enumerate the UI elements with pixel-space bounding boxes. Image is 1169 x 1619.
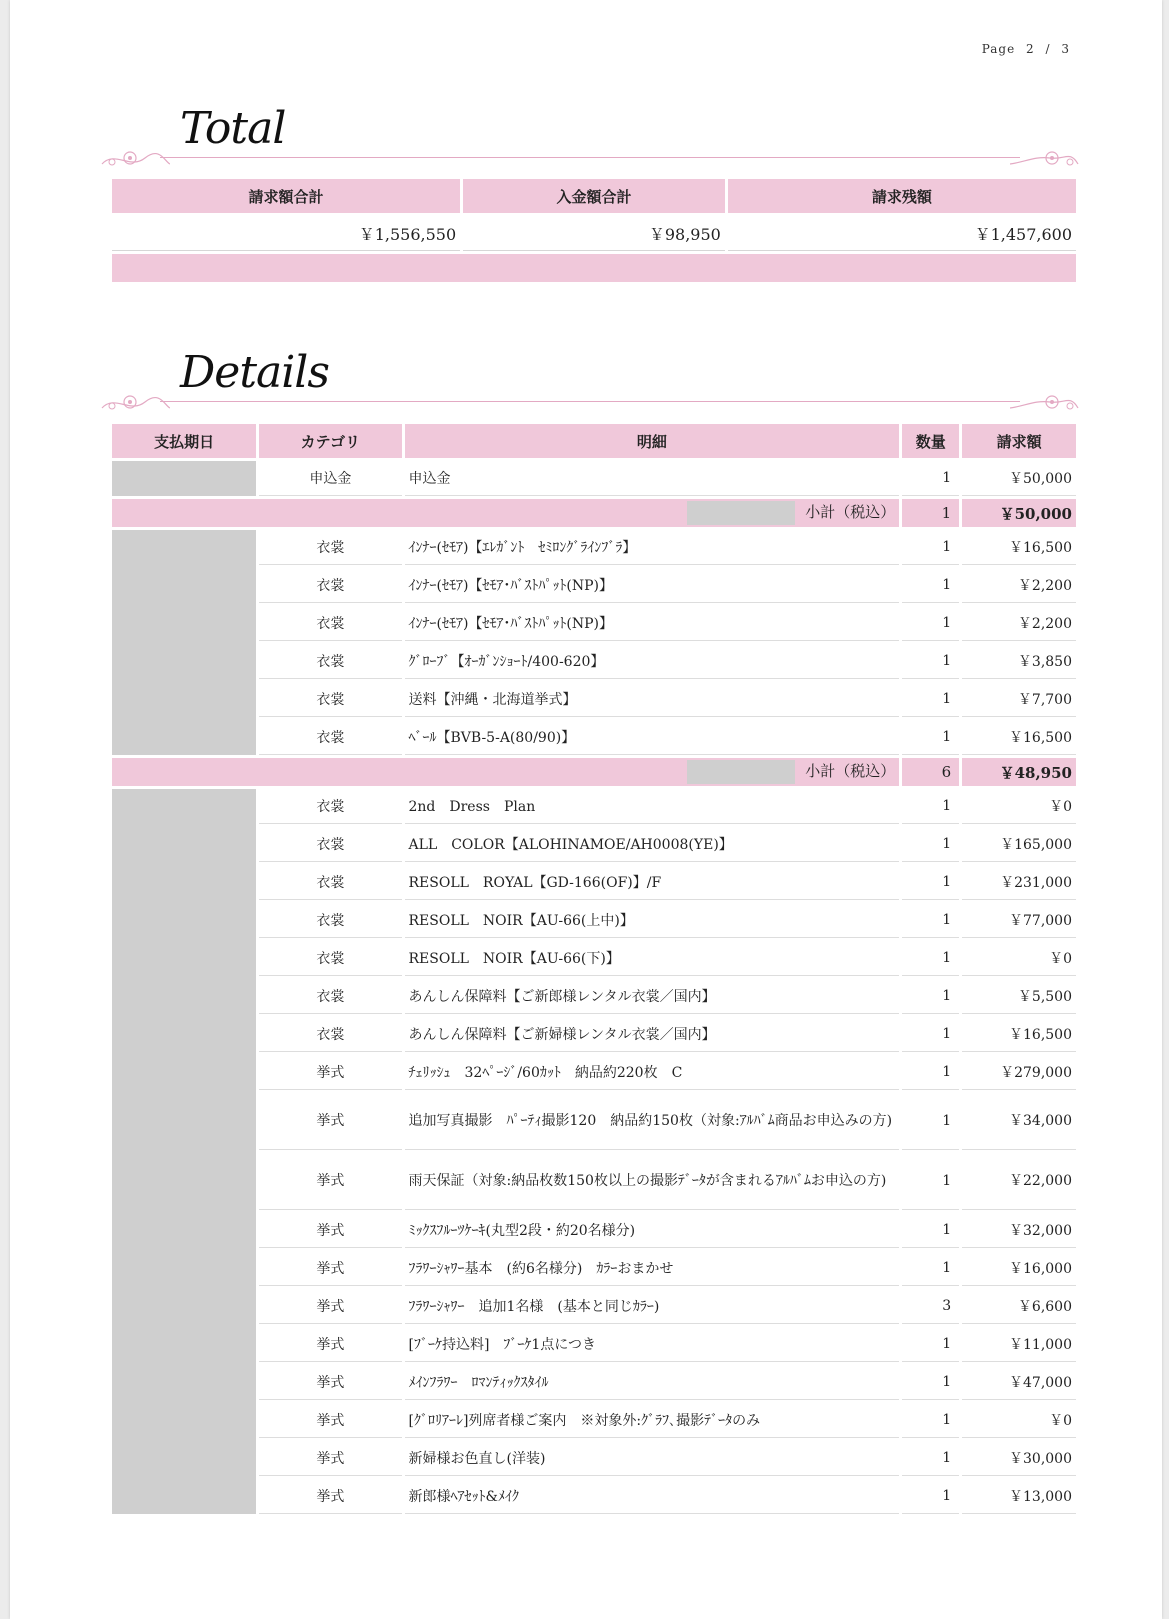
- table-row: [112, 827, 1076, 862]
- qty-cell: 1: [902, 979, 959, 1014]
- item-cell: RESOLL NOIR【AU-66(上中)】: [405, 903, 900, 938]
- total-title-rule: [160, 157, 1020, 158]
- total-header-billed: 請求額合計: [112, 179, 460, 213]
- details-body: [112, 461, 1076, 1514]
- item-cell: 雨天保証（対象:納品枚数150枚以上の撮影ﾃﾞｰﾀが含まれるｱﾙﾊﾞﾑお申込の方): [405, 1153, 900, 1210]
- total-footer-bar: [112, 254, 1076, 282]
- amount-cell: ￥2,200: [962, 606, 1076, 641]
- details-title-rule: [160, 401, 1020, 402]
- qty-cell: 1: [902, 827, 959, 862]
- item-cell: あんしん保障料【ご新婦様レンタル衣裳／国内】: [405, 1017, 900, 1052]
- page-current: 2: [1026, 42, 1035, 56]
- table-row: [112, 1213, 1076, 1248]
- item-cell: RESOLL NOIR【AU-66(下)】: [405, 941, 900, 976]
- page-separator: /: [1045, 42, 1051, 56]
- col-header-qty: 数量: [902, 424, 959, 458]
- amount-cell: ￥0: [962, 789, 1076, 824]
- amount-cell: ￥16,500: [962, 530, 1076, 565]
- table-row: [112, 1327, 1076, 1362]
- qty-cell: 1: [902, 682, 959, 717]
- subtotal-label: 小計（税込）: [805, 762, 896, 780]
- qty-cell: 1: [902, 461, 959, 496]
- item-cell: 新郎様ﾍｱｾｯﾄ&ﾒｲｸ: [405, 1479, 900, 1514]
- table-row: [112, 1479, 1076, 1514]
- category-cell: 挙式: [259, 1153, 401, 1210]
- table-row: [112, 865, 1076, 900]
- category-cell: 衣裳: [259, 530, 401, 565]
- table-row: [112, 530, 1076, 565]
- table-row: [112, 1153, 1076, 1210]
- category-cell: 挙式: [259, 1289, 401, 1324]
- total-header-row: [112, 179, 1076, 213]
- amount-cell: ￥279,000: [962, 1055, 1076, 1090]
- item-cell: 新婦様お色直し(洋装): [405, 1441, 900, 1476]
- qty-cell: 1: [902, 1403, 959, 1438]
- qty-cell: 1: [902, 903, 959, 938]
- table-row: [112, 1441, 1076, 1476]
- item-cell: ｲﾝﾅｰ(ｾﾓｱ)【ｴﾚｶﾞﾝﾄ ｾﾐﾛﾝｸﾞﾗｲﾝﾌﾞﾗ】: [405, 530, 900, 565]
- category-cell: 衣裳: [259, 644, 401, 679]
- table-row: [112, 1289, 1076, 1324]
- item-cell: ﾐｯｸｽﾌﾙｰﾂｹｰｷ(丸型2段・約20名様分): [405, 1213, 900, 1248]
- table-row: [112, 979, 1076, 1014]
- qty-cell: 1: [902, 606, 959, 641]
- col-header-item: 明細: [405, 424, 900, 458]
- item-cell: ｲﾝﾅｰ(ｾﾓｱ)【ｾﾓｱ･ﾊﾞｽﾄﾊﾟｯﾄ(NP)】: [405, 606, 900, 641]
- item-cell: [ﾌﾞｰｹ持込料] ﾌﾞｰｹ1点につき: [405, 1327, 900, 1362]
- amount-cell: ￥22,000: [962, 1153, 1076, 1210]
- amount-cell: ￥16,500: [962, 720, 1076, 755]
- qty-cell: 1: [902, 720, 959, 755]
- amount-cell: ￥7,700: [962, 682, 1076, 717]
- category-cell: 衣裳: [259, 827, 401, 862]
- item-cell: RESOLL ROYAL【GD-166(OF)】/F: [405, 865, 900, 900]
- subtotal-row: [112, 499, 1076, 527]
- total-value-row: [112, 216, 1076, 251]
- category-cell: 衣裳: [259, 606, 401, 641]
- amount-cell: ￥3,850: [962, 644, 1076, 679]
- table-row: [112, 568, 1076, 603]
- qty-cell: 1: [902, 865, 959, 900]
- table-row: [112, 1017, 1076, 1052]
- amount-cell: ￥32,000: [962, 1213, 1076, 1248]
- col-header-category: カテゴリ: [259, 424, 401, 458]
- details-header-row: [112, 424, 1076, 458]
- item-cell: 送料【沖縄・北海道挙式】: [405, 682, 900, 717]
- category-cell: 衣裳: [259, 979, 401, 1014]
- total-header-paid: 入金額合計: [463, 179, 725, 213]
- item-cell: あんしん保障料【ご新郎様レンタル衣裳／国内】: [405, 979, 900, 1014]
- table-row: [112, 1365, 1076, 1400]
- qty-cell: 1: [902, 530, 959, 565]
- table-row: [112, 606, 1076, 641]
- amount-cell: ￥13,000: [962, 1479, 1076, 1514]
- subtotal-label: 小計（税込）: [805, 503, 896, 521]
- category-cell: 挙式: [259, 1479, 401, 1514]
- category-cell: 挙式: [259, 1213, 401, 1248]
- category-cell: 挙式: [259, 1365, 401, 1400]
- qty-cell: 3: [902, 1289, 959, 1324]
- qty-cell: 1: [902, 1365, 959, 1400]
- total-billed-value: ￥1,556,550: [112, 216, 460, 251]
- item-cell: ﾒｲﾝﾌﾗﾜｰ ﾛﾏﾝﾃｨｯｸｽﾀｲﾙ: [405, 1365, 900, 1400]
- category-cell: 衣裳: [259, 682, 401, 717]
- category-cell: 衣裳: [259, 1017, 401, 1052]
- category-cell: 挙式: [259, 1093, 401, 1150]
- item-cell: 追加写真撮影 ﾊﾟｰﾃｨ撮影120 納品約150枚（対象:ｱﾙﾊﾞﾑ商品お申込みの方): [405, 1093, 900, 1150]
- qty-cell: 1: [902, 1093, 959, 1150]
- category-cell: 挙式: [259, 1403, 401, 1438]
- category-cell: 衣裳: [259, 865, 401, 900]
- amount-cell: ￥47,000: [962, 1365, 1076, 1400]
- category-cell: 申込金: [259, 461, 401, 496]
- category-cell: 挙式: [259, 1055, 401, 1090]
- subtotal-amount: ￥50,000: [962, 499, 1076, 527]
- table-row: [112, 903, 1076, 938]
- item-cell: ﾁｪﾘｯｼｭ 32ﾍﾟｰｼﾞ/60ｶｯﾄ 納品約220枚 C: [405, 1055, 900, 1090]
- category-cell: 衣裳: [259, 789, 401, 824]
- total-pink-bar: [112, 254, 1076, 282]
- table-row: [112, 1403, 1076, 1438]
- redacted-due-date: [112, 461, 256, 496]
- total-balance-value: ￥1,457,600: [728, 216, 1076, 251]
- qty-cell: 1: [902, 789, 959, 824]
- amount-cell: ￥231,000: [962, 865, 1076, 900]
- category-cell: 衣裳: [259, 903, 401, 938]
- category-cell: 衣裳: [259, 568, 401, 603]
- amount-cell: ￥77,000: [962, 903, 1076, 938]
- details-heading: [100, 348, 1080, 408]
- total-header-balance: 請求残額: [728, 179, 1076, 213]
- category-cell: 挙式: [259, 1441, 401, 1476]
- amount-cell: ￥50,000: [962, 461, 1076, 496]
- category-cell: 挙式: [259, 1327, 401, 1362]
- category-cell: 挙式: [259, 1251, 401, 1286]
- item-cell: ﾍﾞｰﾙ【BVB-5-A(80/90)】: [405, 720, 900, 755]
- item-cell: 申込金: [405, 461, 900, 496]
- redacted-date-block: [687, 501, 795, 525]
- col-header-amount: 請求額: [962, 424, 1076, 458]
- redacted-due-date: [112, 530, 256, 755]
- details-title: Details: [180, 347, 329, 398]
- table-row: [112, 789, 1076, 824]
- table-row: [112, 682, 1076, 717]
- category-cell: 衣裳: [259, 720, 401, 755]
- item-cell: 2nd Dress Plan: [405, 789, 900, 824]
- qty-cell: 1: [902, 941, 959, 976]
- item-cell: [ｸﾞﾛﾘｱｰﾚ]列席者様ご案内 ※対象外:ｸﾞﾗﾌ､撮影ﾃﾞｰﾀのみ: [405, 1403, 900, 1438]
- redacted-date-block: [687, 760, 795, 784]
- qty-cell: 1: [902, 1479, 959, 1514]
- qty-cell: 1: [902, 1327, 959, 1362]
- page-label: Page: [981, 42, 1016, 56]
- invoice-page: [10, 0, 1162, 1619]
- item-cell: ｲﾝﾅｰ(ｾﾓｱ)【ｾﾓｱ･ﾊﾞｽﾄﾊﾟｯﾄ(NP)】: [405, 568, 900, 603]
- subtotal-label-cell: [112, 499, 899, 527]
- total-paid-value: ￥98,950: [463, 216, 725, 251]
- page-total: 3: [1061, 42, 1070, 56]
- amount-cell: ￥16,000: [962, 1251, 1076, 1286]
- amount-cell: ￥11,000: [962, 1327, 1076, 1362]
- amount-cell: ￥165,000: [962, 827, 1076, 862]
- qty-cell: 1: [902, 1017, 959, 1052]
- total-title: Total: [180, 103, 286, 154]
- item-cell: ｸﾞﾛｰﾌﾞ【ｵｰｶﾞﾝｼｮｰﾄ/400-620】: [405, 644, 900, 679]
- item-cell: ﾌﾗﾜｰｼｬﾜｰ基本 (約6名様分) ｶﾗｰおまかせ: [405, 1251, 900, 1286]
- subtotal-label-cell: [112, 758, 899, 786]
- amount-cell: ￥2,200: [962, 568, 1076, 603]
- qty-cell: 1: [902, 1251, 959, 1286]
- qty-cell: 1: [902, 1213, 959, 1248]
- qty-cell: 1: [902, 1441, 959, 1476]
- subtotal-qty: 6: [902, 758, 959, 786]
- table-row: [112, 1055, 1076, 1090]
- amount-cell: ￥5,500: [962, 979, 1076, 1014]
- amount-cell: ￥16,500: [962, 1017, 1076, 1052]
- amount-cell: ￥6,600: [962, 1289, 1076, 1324]
- item-cell: ﾌﾗﾜｰｼｬﾜｰ 追加1名様 (基本と同じｶﾗｰ): [405, 1289, 900, 1324]
- table-row: [112, 1093, 1076, 1150]
- subtotal-qty: 1: [902, 499, 959, 527]
- subtotal-amount: ￥48,950: [962, 758, 1076, 786]
- table-row: [112, 461, 1076, 496]
- amount-cell: ￥0: [962, 941, 1076, 976]
- floral-ornament-right-icon: [1010, 386, 1080, 416]
- table-row: [112, 941, 1076, 976]
- col-header-due-date: 支払期日: [112, 424, 256, 458]
- details-table: [109, 421, 1079, 1517]
- qty-cell: 1: [902, 1055, 959, 1090]
- amount-cell: ￥30,000: [962, 1441, 1076, 1476]
- table-row: [112, 644, 1076, 679]
- subtotal-row: [112, 758, 1076, 786]
- total-table: [109, 176, 1079, 285]
- table-row: [112, 720, 1076, 755]
- qty-cell: 1: [902, 1153, 959, 1210]
- floral-ornament-right-icon: [1010, 142, 1080, 172]
- amount-cell: ￥0: [962, 1403, 1076, 1438]
- category-cell: 衣裳: [259, 941, 401, 976]
- total-heading: [100, 104, 1080, 164]
- item-cell: ALL COLOR【ALOHINAMOE/AH0008(YE)】: [405, 827, 900, 862]
- qty-cell: 1: [902, 568, 959, 603]
- redacted-due-date: [112, 789, 256, 1514]
- qty-cell: 1: [902, 644, 959, 679]
- amount-cell: ￥34,000: [962, 1093, 1076, 1150]
- table-row: [112, 1251, 1076, 1286]
- page-number: [976, 42, 1070, 56]
